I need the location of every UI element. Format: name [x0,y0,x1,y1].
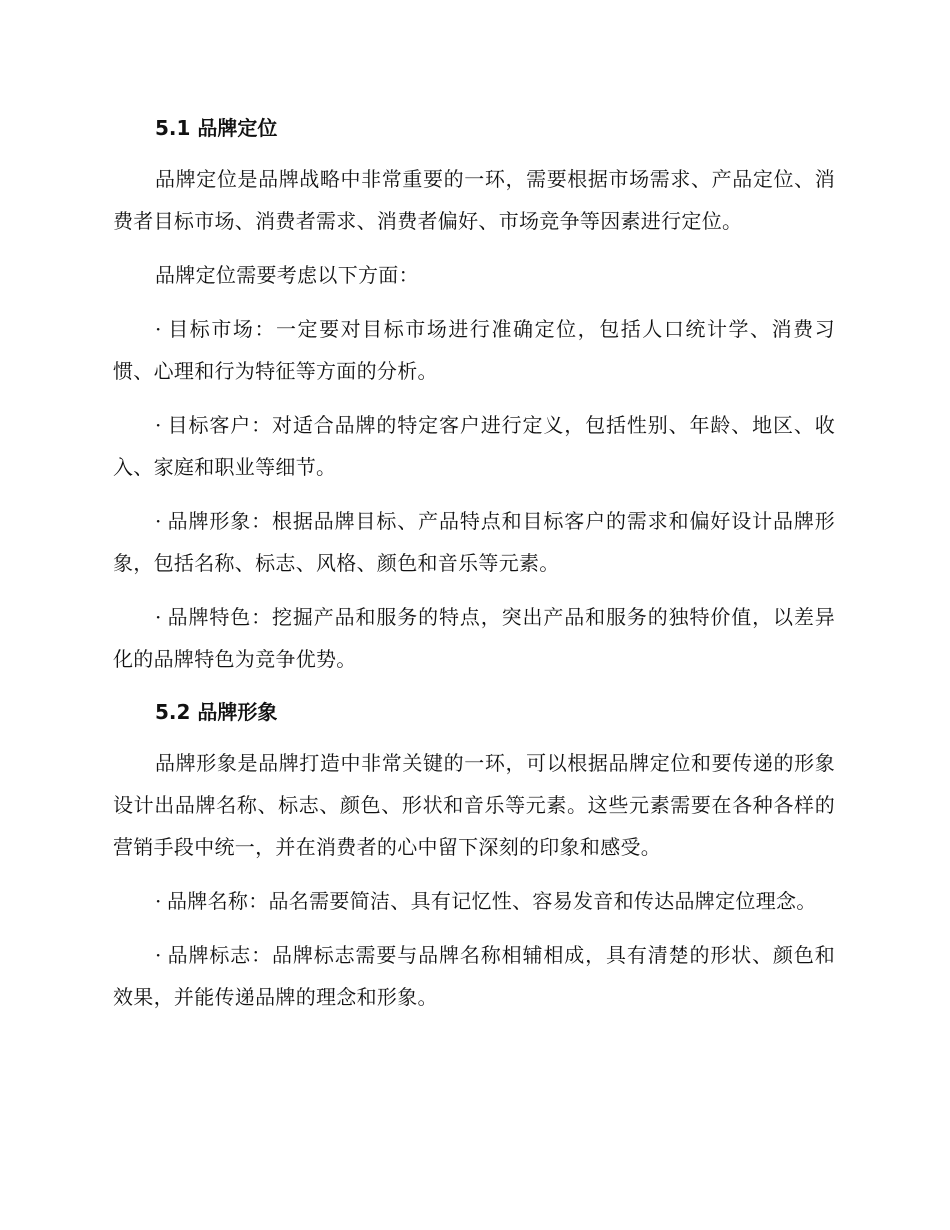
bullet-item [113,500,835,584]
bullet-marker: · [155,943,162,967]
paragraph: 品牌定位需要考虑以下方面： [155,263,419,287]
bullet-text: 品牌标志：品牌标志需要与品牌名称相辅相成，具有清楚的形状、颜色和效果，并能传递品牌的理念和形象。 [113,943,835,1009]
paragraph: 品牌形象是品牌打造中非常关键的一环，可以根据品牌定位和要传递的形象设计出品牌名称、标志、颜色、形状和音乐等元素。这些元素需要在各种各样的营销手段中统一，并在消费者的心中留下深刻的印象和感受。 [113,751,835,859]
bullet-marker: · [155,605,162,629]
bullet-item [113,880,835,922]
bullet-marker: · [155,889,162,913]
section-heading-5-2: 5.2 品牌形象 [155,700,278,724]
bullet-item [113,404,835,488]
document-body [113,108,835,1030]
bullet-text: 目标市场：一定要对目标市场进行准确定位，包括人口统计学、消费习惯、心理和行为特征等方面的分析。 [113,317,835,383]
bullet-item [113,308,835,392]
bullet-item [113,596,835,680]
paragraph: 品牌定位是品牌战略中非常重要的一环，需要根据市场需求、产品定位、消费者目标市场、消费者需求、消费者偏好、市场竞争等因素进行定位。 [113,167,835,233]
bullet-marker: · [155,509,162,533]
bullet-marker: · [155,413,162,437]
bullet-text: 品牌形象：根据品牌目标、产品特点和目标客户的需求和偏好设计品牌形象，包括名称、标志、风格、颜色和音乐等元素。 [113,509,835,575]
bullet-marker: · [155,317,162,341]
bullet-text: 品牌特色：挖掘产品和服务的特点，突出产品和服务的独特价值，以差异化的品牌特色为竞争优势。 [113,605,835,671]
bullet-text: 目标客户：对适合品牌的特定客户进行定义，包括性别、年龄、地区、收入、家庭和职业等细节。 [113,413,835,479]
section-heading-5-1: 5.1 品牌定位 [155,116,278,140]
bullet-text: 品牌名称：品名需要简洁、具有记忆性、容易发音和传达品牌定位理念。 [167,889,817,913]
bullet-item [113,934,835,1018]
